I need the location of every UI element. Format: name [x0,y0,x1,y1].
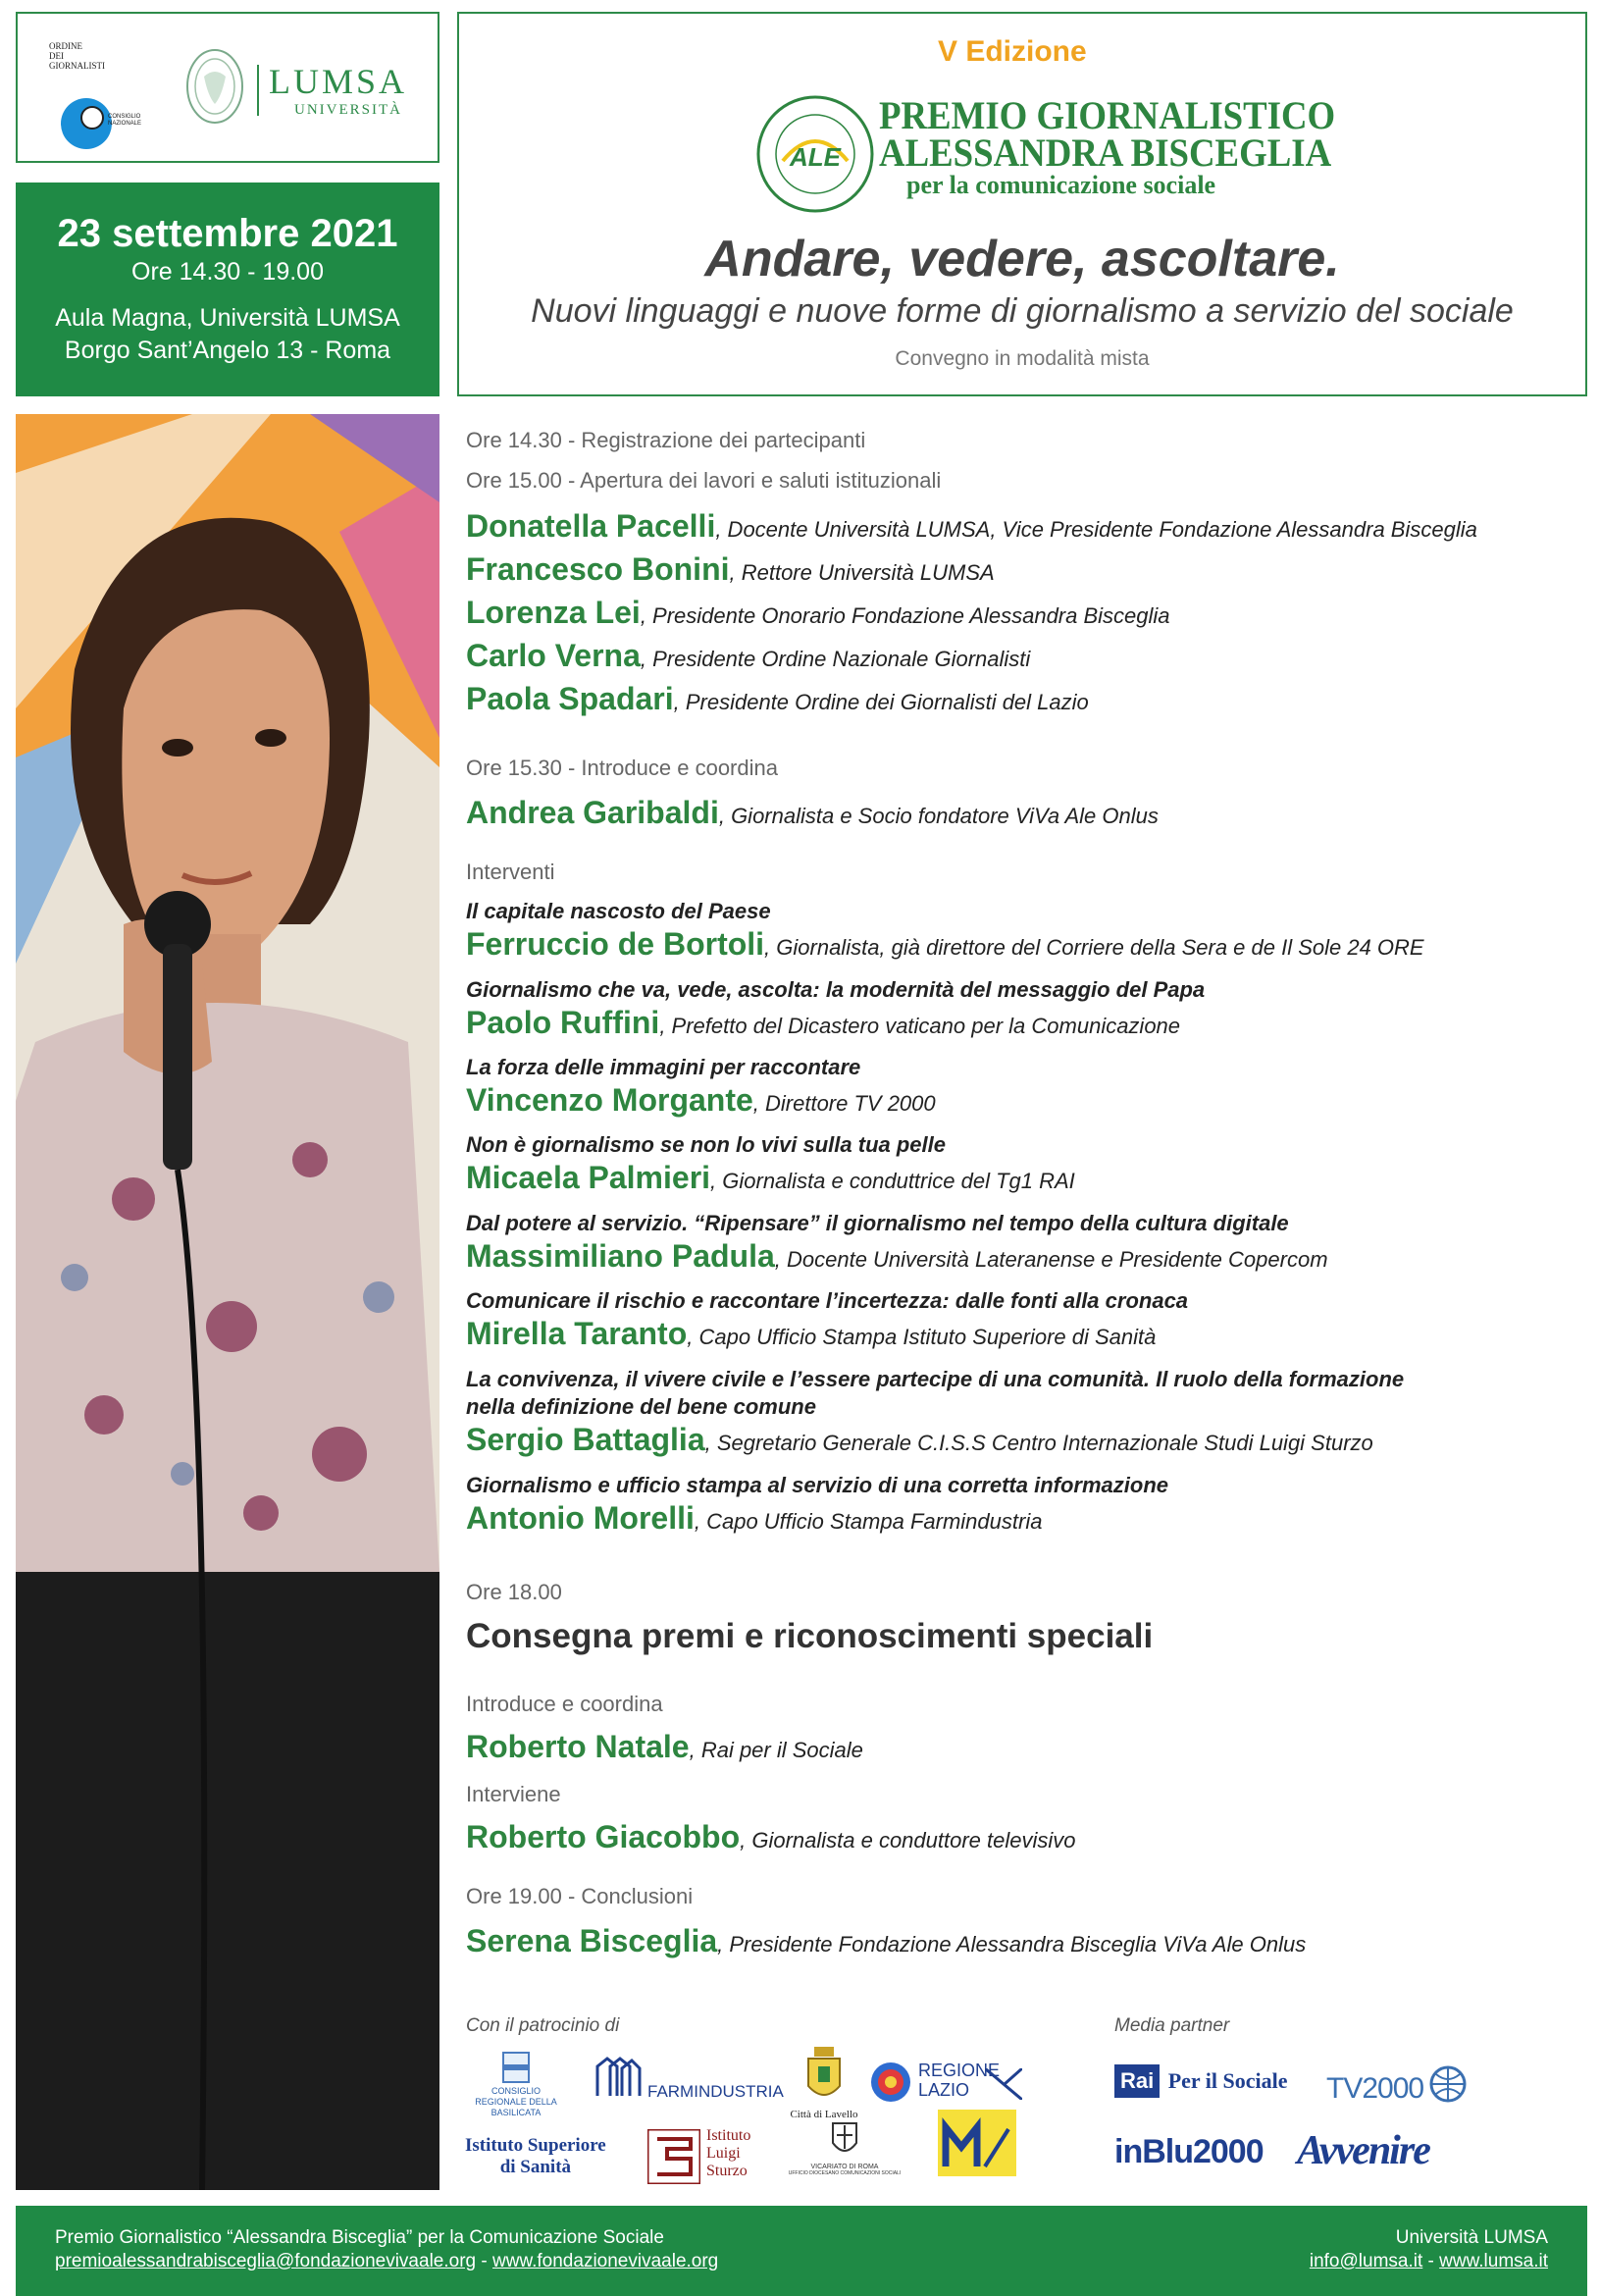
lavello-crest-icon [804,2047,844,2104]
lazio-emblem-icon [869,2061,912,2104]
portrait-illustration [16,414,439,2190]
prize-name-line3: per la comunicazione sociale [906,171,1216,199]
speaker-role: , Direttore TV 2000 [752,1091,936,1116]
event-subtitle: Nuovi linguaggi e nuove forme di giornalismo a servizio del sociale [531,292,1514,330]
speaker-role: , Presidente Fondazione Alessandra Bisceglia ViVa Ale Onlus [717,1932,1307,1957]
lumsa-subtitle: UNIVERSITÀ [294,102,402,118]
speaker-name: Vincenzo Morgante [466,1082,753,1118]
speaker-role: , Giornalista e conduttore televisivo [740,1828,1076,1852]
rai-sociale-text: Per il Sociale [1167,2068,1288,2093]
talk-title: La convivenza, il vivere civile e l’essere partecipe di una comunità. Il ruolo della formazione [466,1367,1405,1391]
speaker-name: Ferruccio de Bortoli [466,926,765,962]
time-awards: Ore 18.00 [466,1580,562,1604]
speaker-name: Paola Spadari [466,681,674,716]
speaker-role: , Giornalista, già direttore del Corriere della Sera e de Il Sole 24 ORE [764,935,1424,960]
speaker-role: , Presidente Ordine dei Giornalisti del Lazio [673,690,1089,714]
time-opening: Ore 15.00 - Apertura dei lavori e saluti istituzionali [466,468,942,493]
talk-speaker-row [466,1316,1156,1352]
footer-lumsa-site-link[interactable]: www.lumsa.it [1439,2251,1548,2271]
sturzo-text [706,2127,750,2180]
odg-text-line: GIORNALISTI [49,61,105,71]
sturzo-text-line: Luigi [706,2145,741,2162]
time-registration: Ore 14.30 - Registrazione dei partecipanti [466,428,866,452]
speaker-name: Serena Bisceglia [466,1923,718,1958]
footer-right-title: Università LUMSA [1395,2227,1548,2248]
talk-speaker-row [466,1005,1180,1041]
odg-text-line: NAZIONALE [108,121,142,127]
media-partner-label: Media partner [1114,2015,1230,2036]
avvenire-text: Avvenire [1297,2128,1429,2173]
lazio-text-line: LAZIO [918,2080,970,2100]
sturzo-text-line: Sturzo [706,2163,748,2179]
farmindustria-text: FARMINDUSTRIA [647,2082,784,2101]
portrait-photo [16,414,439,2190]
greeting-row [466,638,1030,674]
award-host-row [466,1729,863,1765]
event-address: Borgo Sant’Angelo 13 - Roma [64,337,391,364]
speaker-role: , Giornalista e conduttrice del Tg1 RAI [710,1169,1075,1193]
moderator-row [466,795,1159,831]
vicariato-text: VICARIATO DI ROMA [810,2164,879,2170]
talk-title-cont: nella definizione del bene comune [466,1394,816,1419]
sturzo-text-line: Istituto [706,2127,751,2144]
footer-right-contacts [1310,2251,1548,2272]
odg-text-line: DEI [49,51,64,61]
odg-circle-icon [49,41,157,149]
lazio-mark-icon [985,2068,1022,2100]
event-venue: Aula Magna, Università LUMSA [55,304,400,332]
iss-text-line: di Sanità [499,2157,572,2177]
footer-lumsa-email-link[interactable]: info@lumsa.it [1309,2251,1423,2271]
event-mode: Convegno in modalità mista [895,347,1150,370]
event-title: Andare, vedere, ascoltare. [704,231,1340,287]
prize-name-line2: ALESSANDRA BISCEGLIA [879,130,1332,175]
event-date: 23 settembre 2021 [57,212,398,255]
speaker-role: , Segretario Generale C.I.S.S Centro Internazionale Studi Luigi Sturzo [704,1431,1373,1455]
closing-row [466,1923,1306,1959]
odg-text-line: CONSIGLIO [108,114,141,120]
talk-speaker-row [466,1238,1328,1275]
speaker-name: Carlo Verna [466,638,641,673]
speaker-role: , Docente Università Lateranense e Presidente Copercom [774,1247,1328,1272]
speaker-name: Paolo Ruffini [466,1005,660,1040]
speaker-name: Micaela Palmieri [466,1160,711,1195]
m-yellow-logo-icon [938,2110,1016,2176]
odg-logo [49,41,157,149]
speaker-role: , Capo Ufficio Stampa Istituto Superiore di Sanità [687,1325,1157,1349]
patronage-label: Con il patrocinio di [466,2015,620,2036]
speaker-name: Donatella Pacelli [466,508,716,544]
talk-title: Non è giornalismo se non lo vivi sulla tua pelle [466,1132,946,1157]
speaker-name: Andrea Garibaldi [466,795,719,830]
speaker-name: Massimiliano Padula [466,1238,775,1274]
speaker-name: Francesco Bonini [466,551,730,587]
tv2000-logo [1326,2064,1468,2106]
lazio-text-line: REGIONE [918,2061,1001,2080]
awards-heading: Consegna premi e riconoscimenti speciali [466,1617,1154,1655]
edition-label: V Edizione [938,35,1087,68]
speaker-name: Lorenza Lei [466,595,641,630]
tv2000-text: TV2000 [1326,2072,1424,2105]
inblu2000-logo [1114,2133,1264,2171]
logo-divider [257,65,259,116]
footer-email-link[interactable]: premioalessandrabisceglia@fondazionevivaale.org [55,2251,477,2271]
prize-name-line1: PREMIO GIORNALISTICO [879,93,1336,137]
speaker-role: , Giornalista e Socio fondatore ViVa Ale Onlus [718,804,1159,828]
rai-sociale-logo [1114,2064,1288,2098]
footer [16,2206,1587,2296]
talk-title: Dal potere al servizio. “Ripensare” il giornalismo nel tempo della cultura digitale [466,1211,1289,1235]
inblu-text: inBlu2000 [1114,2133,1264,2170]
talk-speaker-row [466,1082,936,1119]
sturzo-icon [647,2129,700,2184]
sturzo-logo [647,2127,751,2189]
speaker-role: , Presidente Onorario Fondazione Alessandra Bisceglia [640,603,1170,628]
farmindustria-logo [593,2057,784,2107]
event-hours: Ore 14.30 - 19.00 [131,258,324,286]
footer-left-title: Premio Giornalistico “Alessandra Bisceglia” per la Comunicazione Sociale [55,2227,664,2248]
footer-separator: - [1422,2251,1440,2271]
speaker-role: , Rai per il Sociale [689,1738,863,1762]
vicariato-crest-icon [827,2119,862,2159]
speaker-name: Sergio Battaglia [466,1422,705,1457]
footer-left-contacts [55,2251,718,2272]
basilicata-text: CONSIGLIO REGIONALE DELLA BASILICATA [475,2086,557,2117]
lumsa-seal-icon [184,47,245,126]
talk-speaker-row [466,1422,1373,1458]
vicariato-logo [781,2119,908,2176]
lumsa-name: LUMSA [269,62,408,101]
speaker-name: Mirella Taranto [466,1316,688,1351]
event-info-box [16,183,439,396]
talk-title: Comunicare il rischio e raccontare l’incertezza: dalle fonti alla cronaca [466,1288,1189,1313]
basilicata-crest-icon [501,2051,531,2084]
rai-text: Rai [1114,2064,1160,2098]
speaker-role: , Prefetto del Dicastero vaticano per la Comunicazione [659,1014,1181,1038]
ale-badge-icon [753,92,877,216]
footer-separator: - [476,2251,492,2271]
speaker-role: , Capo Ufficio Stampa Farmindustria [694,1509,1043,1534]
time-intro: Ore 15.30 - Introduce e coordina [466,756,778,780]
avvenire-logo [1297,2127,1429,2174]
talk-title: Giornalismo che va, vede, ascolta: la modernità del messaggio del Papa [466,977,1206,1002]
greeting-row [466,681,1089,717]
globe-icon [1428,2064,1468,2104]
footer-site-link[interactable]: www.fondazionevivaale.org [492,2251,719,2271]
speaker-name: Antonio Morelli [466,1500,695,1536]
talk-speaker-row [466,926,1424,963]
iss-text-line: Istituto Superiore [465,2135,606,2156]
speaker-name: Roberto Natale [466,1729,690,1764]
talk-speaker-row [466,1500,1042,1537]
time-guest: Interviene [466,1782,561,1806]
regione-lazio-logo [869,2061,1001,2109]
lavello-logo [787,2047,861,2120]
talk-title: La forza delle immagini per raccontare [466,1055,861,1079]
talk-title: Giornalismo e ufficio stampa al servizio di una corretta informazione [466,1473,1168,1497]
time-award-intro: Introduce e coordina [466,1692,663,1716]
speaker-role: , Rettore Università LUMSA [729,560,995,585]
speaker-name: Roberto Giacobbo [466,1819,741,1854]
partner-logos-box [16,12,439,163]
odg-text-line: ORDINE [49,41,82,51]
talk-title: Il capitale nascosto del Paese [466,899,771,923]
lavello-text: Città di Lavello [790,2109,858,2120]
interventi-label: Interventi [466,860,555,884]
badge-center-text: ALE [790,142,841,172]
farmindustria-icon [593,2057,642,2102]
vicariato-subtext: UFFICIO DIOCESANO COMUNICAZIONI SOCIALI [788,2170,902,2176]
time-closing: Ore 19.00 - Conclusioni [466,1884,694,1908]
greeting-row [466,595,1170,631]
greeting-row [466,551,995,588]
speaker-role: , Presidente Ordine Nazionale Giornalisti [640,647,1031,671]
award-guest-row [466,1819,1076,1855]
header-box [457,12,1587,396]
talk-speaker-row [466,1160,1075,1196]
basilicata-logo [465,2051,567,2118]
speaker-role: , Docente Università LUMSA, Vice Presidente Fondazione Alessandra Bisceglia [715,517,1477,542]
greeting-row [466,508,1477,545]
iss-logo [465,2135,606,2178]
